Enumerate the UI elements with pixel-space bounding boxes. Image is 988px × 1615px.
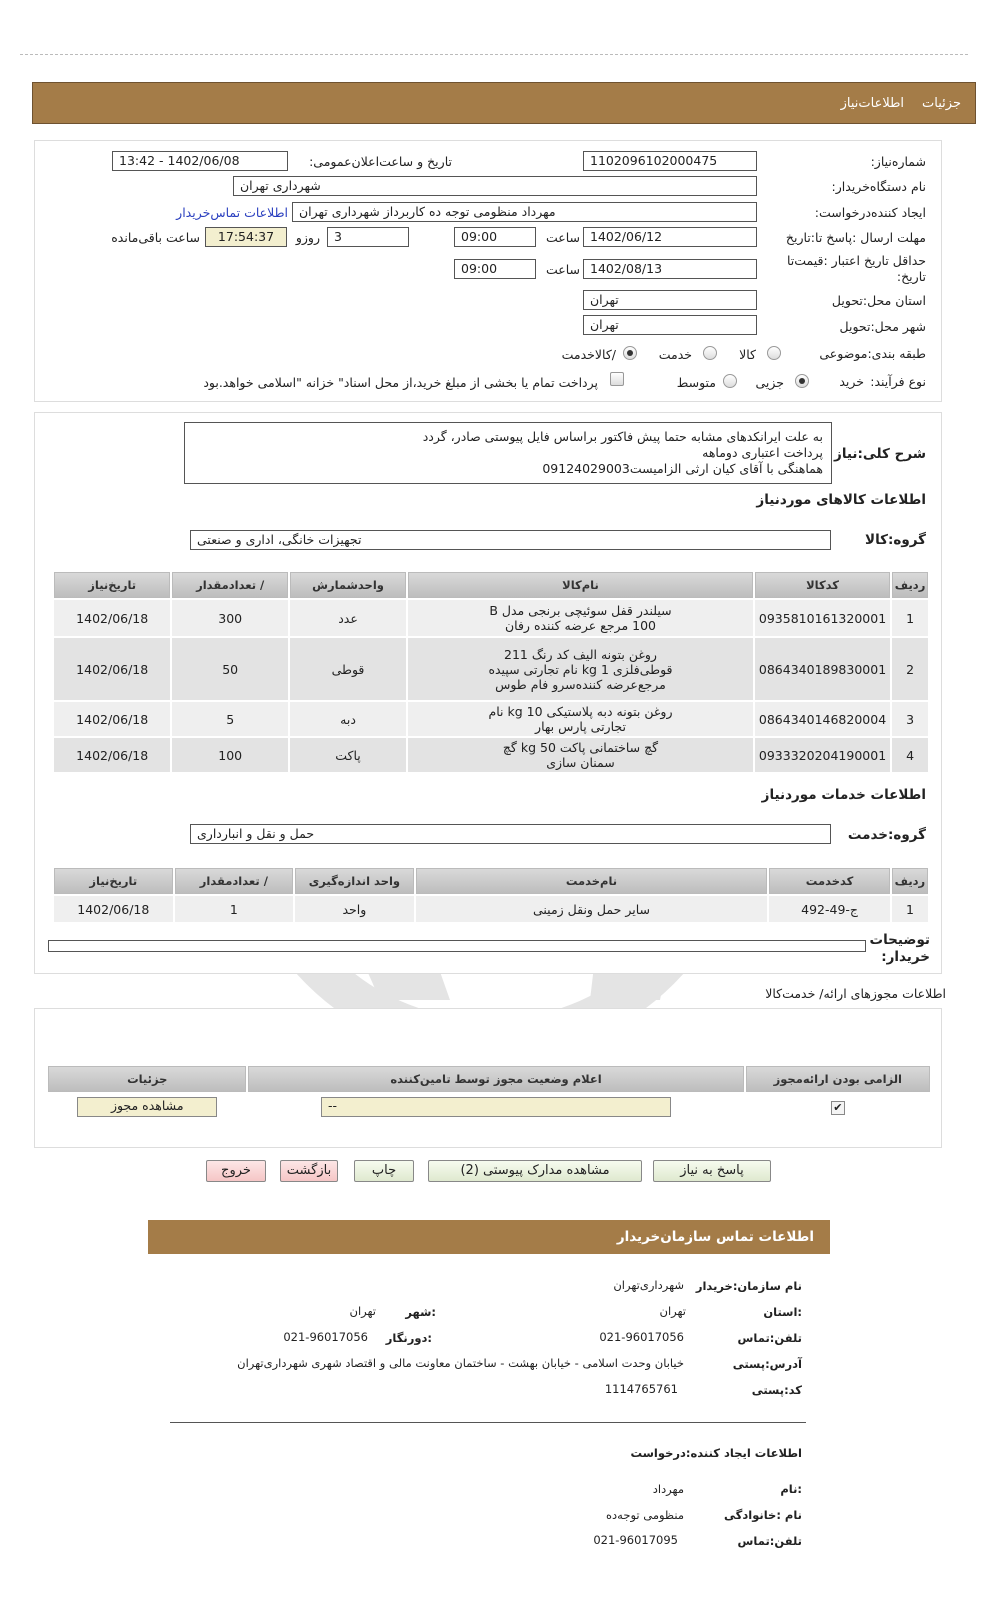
row-qty: 300: [172, 600, 288, 636]
fax-value: 021-96017056: [283, 1330, 368, 1344]
col-name: نام‌کالا: [408, 572, 753, 598]
summary-line-3: هماهنگی با آقای کیان ارثی الزامیست09124029003: [542, 461, 823, 476]
city-contact-label: :شهر: [405, 1305, 436, 1319]
col-date: تاریخ‌نیاز: [54, 572, 170, 598]
postal-value: 1114765761: [604, 1382, 678, 1396]
goods-group-field: تجهیزات خانگی، اداری و صنعتی: [190, 530, 831, 550]
remaining-time-field: 17:54:37: [205, 227, 287, 247]
creator-label: ایجاد کننده‌درخواست:: [814, 205, 926, 220]
process-medium-label: متوسط: [676, 375, 716, 390]
row-date: 1402/06/18: [54, 896, 173, 922]
city-field: تهران: [583, 315, 757, 335]
reply-button[interactable]: پاسخ به نیاز: [653, 1160, 771, 1182]
col-qty: / تعدادمقدار: [172, 572, 288, 598]
row-code: 0935810161320001: [755, 600, 890, 636]
send-time-field: 09:00: [454, 227, 536, 247]
phone-value: 021-96017056: [599, 1330, 684, 1344]
services-table: [52, 866, 930, 924]
buyer-notes-field: [48, 940, 866, 952]
table-row: [54, 896, 928, 922]
province-label: استان محل:تحویل: [831, 293, 926, 308]
fax-label: :دورنگار: [385, 1331, 432, 1345]
row-date: 1402/06/18: [54, 600, 170, 636]
category-goods-service-label: /کالاخدمت: [561, 347, 616, 362]
row-name: سایر حمل ونقل زمینی: [416, 896, 768, 922]
required-check-icon: ✔: [831, 1101, 845, 1115]
province-contact-value: تهران: [659, 1304, 686, 1318]
org-value: شهرداری‌تهران: [613, 1278, 684, 1292]
row-index: 1: [892, 896, 928, 922]
page-header: [32, 82, 976, 124]
creator-phone-label: تلفن:تماس: [737, 1534, 802, 1548]
col-details: جزئیات: [48, 1066, 246, 1092]
row-code: 0864340189830001: [755, 638, 890, 700]
creator-phone-value: 021-96017095: [593, 1533, 678, 1547]
permits-header-row: [48, 1066, 930, 1092]
process-label: نوع فرآیند:: [870, 374, 926, 389]
validity-label: حداقل تاریخ اعتبار :قیمت‌تا تاریخ:: [786, 253, 926, 284]
send-time-label: ساعت: [545, 230, 580, 245]
org-label: نام سازمان:خریدار: [695, 1279, 802, 1293]
process-buy-label: خرید: [839, 374, 864, 389]
phone-label: تلفن:تماس: [737, 1331, 802, 1345]
validity-date-field: 1402/08/13: [583, 259, 757, 279]
col-code: کدخدمت: [769, 868, 890, 894]
buyer-notes-label: توضیحات خریدار:: [869, 932, 930, 965]
tab-details[interactable]: جزئیات: [922, 95, 961, 111]
summary-line-1: به علت ایرانکدهای مشابه حتما پیش فاکتور براساس فایل پیوستی صادر، گردد: [422, 429, 823, 444]
process-small-label: جزیی: [755, 375, 784, 390]
col-required: الزامی بودن ارائه‌مجوز: [746, 1066, 930, 1092]
buyer-org-label: نام دستگاه‌خریدار:: [831, 179, 926, 194]
days-field: 3: [327, 227, 409, 247]
category-label: طبقه بندی:موضوعی: [819, 346, 926, 361]
remaining-label: ساعت باقی‌مانده: [111, 230, 200, 245]
contact-header: اطلاعات تماس سازمان‌خریدار: [148, 1220, 830, 1254]
summary-box: [184, 422, 832, 484]
city-label: شهر محل:تحویل: [839, 319, 926, 334]
need-number-field: 1102096102000475: [583, 151, 757, 171]
exit-button[interactable]: خروج: [206, 1160, 266, 1182]
category-service-label: خدمت: [658, 347, 692, 362]
announce-field: 1402/06/08 - 13:42: [112, 151, 288, 171]
treasury-payment-note: پرداخت تمام یا بخشی از مبلغ خرید،از محل اسناد" خزانه "اسلامی خواهد.بود: [203, 375, 598, 390]
row-name: گچ ساختمانی پاکت 50 kg گچ سمنان سازی: [408, 738, 753, 772]
permits-table: [46, 1064, 932, 1122]
creator-field: مهرداد منظومی توجه ده کاربرداز شهرداری تهران: [292, 202, 757, 222]
category-service-radio[interactable]: [703, 346, 717, 360]
contact-divider: [170, 1422, 806, 1423]
row-code: 0864340146820004: [755, 702, 890, 736]
send-deadline-label: مهلت ارسال :پاسخ تا:تاریخ: [785, 230, 926, 245]
buyer-org-field: شهرداری تهران: [233, 176, 757, 196]
validity-time-label: ساعت: [545, 262, 580, 277]
services-group-label: گروه:خدمت: [847, 827, 926, 843]
row-index: 4: [892, 738, 928, 772]
col-unit: واحد اندازه‌گیری: [295, 868, 414, 894]
goods-table: [52, 570, 930, 774]
summary-line-2: پرداخت اعتباری دوماهه: [702, 445, 823, 460]
col-date: تاریخ‌نیاز: [54, 868, 173, 894]
buyer-contact-link[interactable]: اطلاعات تماس‌خریدار: [176, 205, 288, 220]
row-index: 3: [892, 702, 928, 736]
row-name: روغن بتونه الیف کد رنگ 211 قوطی‌فلزی 1 kg نام تجارتی سپیده مرجع‌عرضه کننده‌سرو فام طوس: [408, 638, 753, 700]
category-goods-label: کالا: [739, 347, 756, 362]
row-index: 1: [892, 600, 928, 636]
back-button[interactable]: بازگشت: [280, 1160, 338, 1182]
category-goods-service-radio[interactable]: [623, 346, 637, 360]
name-label: :نام: [780, 1482, 802, 1496]
attachments-button[interactable]: مشاهده مدارک پیوستی (2): [428, 1160, 642, 1182]
row-unit: دبه: [290, 702, 406, 736]
col-code: کدکالا: [755, 572, 890, 598]
family-value: منظومی توجه‌ده: [606, 1508, 684, 1522]
row-qty: 1: [175, 896, 294, 922]
postal-label: کد:پستی: [751, 1383, 802, 1397]
col-status: اعلام وضعیت مجوز توسط تامین‌کننده: [248, 1066, 743, 1092]
announce-label: تاریخ و ساعت‌اعلان‌عمومی:: [309, 154, 452, 169]
address-label: آدرس:پستی: [732, 1357, 802, 1371]
row-qty: 50: [172, 638, 288, 700]
goods-header-row: [54, 572, 928, 598]
treasury-payment-checkbox[interactable]: [610, 372, 624, 386]
table-row: [54, 702, 928, 736]
goods-group-label: گروه:کالا: [865, 532, 926, 548]
top-divider: [20, 54, 968, 55]
row-code: ج-49-492: [769, 896, 890, 922]
print-button[interactable]: چاپ: [354, 1160, 414, 1182]
table-row: [54, 600, 928, 636]
need-number-label: شماره‌نیاز:: [870, 154, 926, 169]
province-field: تهران: [583, 290, 757, 310]
city-contact-value: تهران: [349, 1304, 376, 1318]
row-code: 0933320204190001: [755, 738, 890, 772]
tab-need-info[interactable]: اطلاعات‌نیاز: [840, 95, 905, 111]
col-qty: / تعدادمقدار: [175, 868, 294, 894]
row-name: سیلندر قفل سوئیچی برنجی مدل B 100 مرجع عرضه کننده رفان: [408, 600, 753, 636]
name-value: مهرداد: [652, 1482, 684, 1496]
table-row: [54, 738, 928, 772]
table-row: [54, 638, 928, 700]
summary-label: شرح کلی:نیاز: [834, 446, 926, 462]
send-date-field: 1402/06/12: [583, 227, 757, 247]
table-row: [48, 1094, 930, 1120]
province-contact-label: :استان: [763, 1305, 802, 1319]
view-permit-button[interactable]: مشاهده مجوز: [77, 1097, 217, 1117]
permit-status-field: --: [321, 1097, 671, 1117]
goods-section-title: اطلاعات کالاهای موردنیاز: [756, 492, 926, 508]
address-value: خیابان وحدت اسلامی - خیابان بهشت - ساختمان معاونت مالی و اقتصاد شهری شهرداری‌تهران: [237, 1356, 684, 1370]
creator-info-title: اطلاعات ایجاد کننده:درخواست: [630, 1446, 802, 1460]
family-label: نام :خانوادگی: [724, 1508, 802, 1522]
days-label: روزو: [295, 230, 320, 245]
row-date: 1402/06/18: [54, 702, 170, 736]
row-unit: قوطی: [290, 638, 406, 700]
col-index: ردیف: [892, 572, 928, 598]
services-group-field: حمل و نقل و انبارداری: [190, 824, 831, 844]
services-section-title: اطلاعات خدمات موردنیاز: [761, 787, 926, 803]
category-goods-radio[interactable]: [767, 346, 781, 360]
row-qty: 5: [172, 702, 288, 736]
process-medium-radio[interactable]: [723, 374, 737, 388]
row-unit: پاکت: [290, 738, 406, 772]
row-date: 1402/06/18: [54, 738, 170, 772]
row-index: 2: [892, 638, 928, 700]
services-header-row: [54, 868, 928, 894]
row-qty: 100: [172, 738, 288, 772]
process-small-radio[interactable]: [795, 374, 809, 388]
validity-time-field: 09:00: [454, 259, 536, 279]
row-unit: عدد: [290, 600, 406, 636]
row-unit: واحد: [295, 896, 414, 922]
col-name: نام‌خدمت: [416, 868, 768, 894]
permits-title: اطلاعات مجوزهای ارائه/ خدمت‌کالا: [765, 986, 946, 1001]
row-date: 1402/06/18: [54, 638, 170, 700]
col-index: ردیف: [892, 868, 928, 894]
col-unit: واحدشمارش: [290, 572, 406, 598]
row-name: روغن بتونه دبه پلاستیکی 10 kg نام تجارتی پارس بهار: [408, 702, 753, 736]
